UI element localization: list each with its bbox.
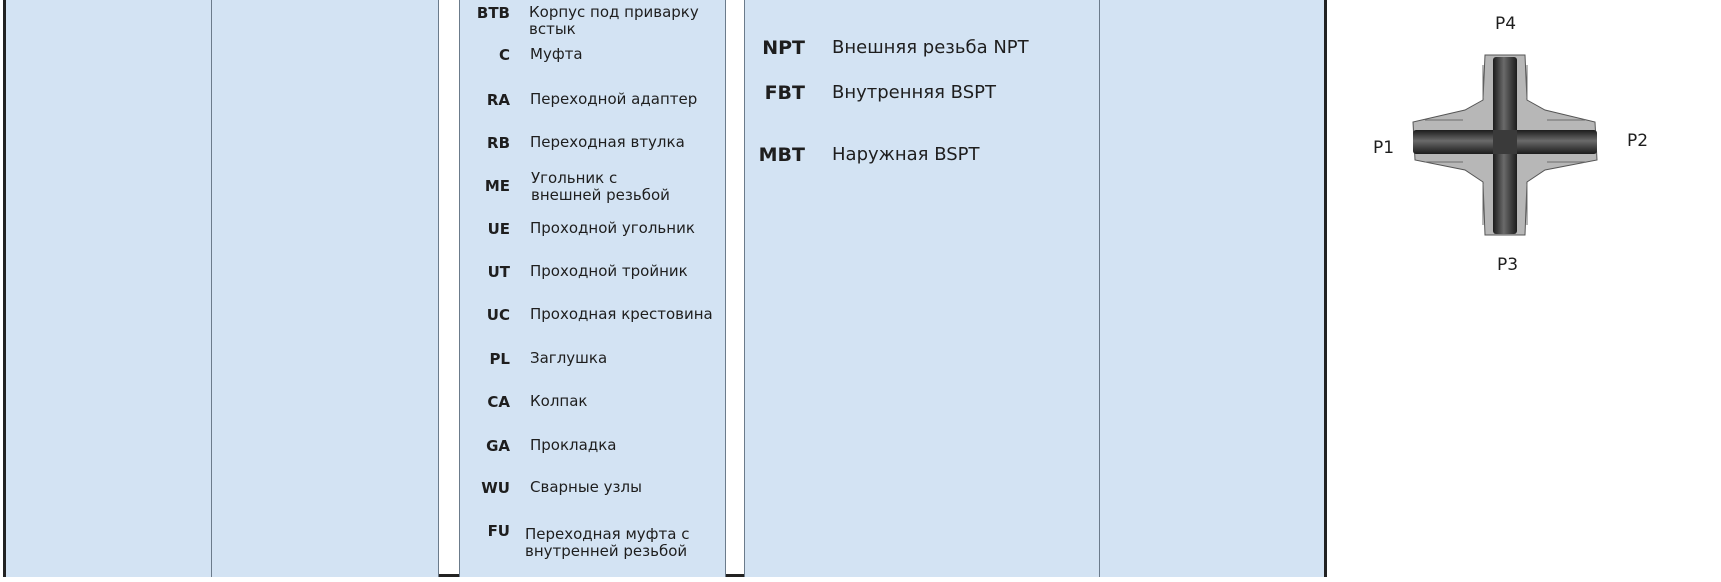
fitting-code: UE	[487, 220, 510, 238]
port-label-p2: P2	[1627, 131, 1649, 151]
fitting-code: GA	[486, 437, 510, 455]
fitting-description: Проходной тройник	[530, 262, 688, 280]
fitting-description: Переходной адаптер	[530, 90, 698, 108]
port-label-p1: P1	[1373, 138, 1395, 158]
fitting-code: CA	[487, 393, 510, 411]
fitting-description: Колпак	[530, 392, 588, 410]
fitting-description: Проходной угольник	[530, 219, 695, 237]
thread-code: NPT	[762, 37, 805, 59]
fitting-type-column	[459, 0, 726, 577]
fitting-code: PL	[489, 350, 510, 368]
fitting-code: FU	[487, 522, 510, 540]
fitting-code: UT	[487, 263, 510, 281]
fitting-description: Переходная муфта с внутренней резьбой	[525, 525, 690, 560]
thread-description: Внешняя резьба NPT	[832, 37, 1029, 58]
fitting-code: WU	[481, 479, 510, 497]
fitting-description: Корпус под приварку встык	[529, 3, 699, 38]
thread-description: Внутренняя BSPT	[832, 82, 996, 103]
port-label-p4: P4	[1495, 14, 1517, 34]
table-column-1	[6, 0, 211, 577]
fitting-description: Сварные узлы	[530, 478, 642, 496]
fitting-code: UC	[486, 306, 510, 324]
thread-code: MBT	[758, 144, 805, 166]
fitting-code: ME	[484, 177, 510, 195]
fitting-description: Угольник с внешней резьбой	[531, 169, 670, 204]
fitting-description: Муфта	[530, 45, 583, 63]
fitting-description: Проходная крестовина	[530, 305, 713, 323]
fitting-code-table	[3, 0, 1327, 577]
fitting-description: Прокладка	[530, 436, 617, 454]
port-label-p3: P3	[1497, 255, 1519, 275]
fitting-code: RB	[487, 134, 510, 152]
fitting-code: BTB	[476, 4, 510, 22]
thread-description: Наружная BSPT	[832, 144, 980, 165]
thread-code: FBT	[764, 82, 805, 104]
cross-fitting-image	[1355, 10, 1655, 290]
fitting-description: Переходная втулка	[530, 133, 685, 151]
fitting-code: RA	[486, 91, 510, 109]
column-divider	[438, 0, 439, 577]
cross-fitting-diagram	[1355, 10, 1655, 290]
thread-type-column	[744, 0, 1099, 577]
table-column-last	[1100, 0, 1324, 577]
fitting-description: Заглушка	[530, 349, 608, 367]
fitting-code: C	[498, 46, 510, 64]
table-column-2	[212, 0, 438, 577]
